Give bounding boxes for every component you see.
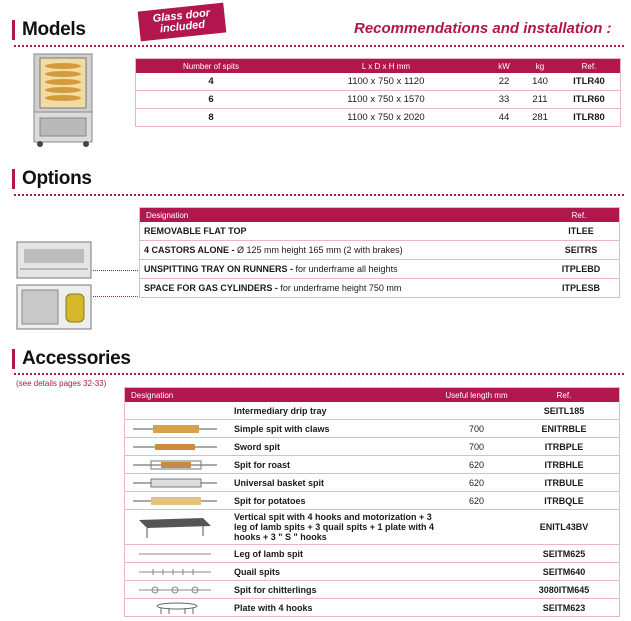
col-dims: L x D x H mm	[286, 59, 486, 74]
accessory-name: Quail spits	[230, 563, 444, 581]
ref-cell: ITPLESB	[539, 279, 620, 298]
designation-cell	[140, 260, 540, 279]
table-row	[136, 91, 621, 109]
ref-cell: ITRBULE	[509, 474, 620, 492]
table-row	[125, 545, 620, 563]
accessory-name: Spit for roast	[230, 456, 444, 474]
table-row	[125, 402, 620, 420]
kw-cell: 33	[486, 91, 522, 109]
connector-line	[93, 296, 138, 297]
basket-spit-image	[125, 474, 231, 492]
spits-cell: 6	[136, 91, 287, 109]
option-detail: Ø 125 mm height 165 mm (2 with brakes)	[234, 245, 403, 255]
dims-cell: 1100 x 750 x 1120	[286, 73, 486, 91]
option-detail: for underframe height 750 mm	[277, 283, 402, 293]
rotisserie-image	[30, 52, 100, 148]
length-cell: 700	[444, 420, 509, 438]
ref-cell: SEITRS	[539, 241, 620, 260]
ref-cell: SEITM640	[509, 563, 620, 581]
ref-cell: ITLR60	[558, 91, 621, 109]
accessory-name: Spit for chitterlings	[230, 581, 444, 599]
col-designation: Designation	[125, 388, 445, 403]
lamb-spit-image	[125, 545, 231, 563]
length-cell: 620	[444, 456, 509, 474]
section-bar	[12, 169, 15, 189]
table-row	[125, 438, 620, 456]
col-spits: Number of spits	[136, 59, 287, 74]
table-row	[125, 563, 620, 581]
kw-cell: 44	[486, 109, 522, 127]
accessories-table	[124, 387, 620, 617]
ref-cell: 3080ITM645	[509, 581, 620, 599]
drip-tray-image	[125, 402, 231, 420]
accessories-header-row	[125, 388, 620, 403]
ref-cell: ITRBHLE	[509, 456, 620, 474]
col-ref: Ref.	[509, 388, 620, 403]
options-table	[139, 207, 620, 298]
col-ref: Ref.	[539, 208, 620, 223]
table-row	[136, 109, 621, 127]
length-cell: 620	[444, 492, 509, 510]
accessories-heading	[12, 349, 131, 369]
designation-cell	[140, 241, 540, 260]
length-cell	[444, 581, 509, 599]
spits-cell: 8	[136, 109, 287, 127]
models-table	[135, 58, 621, 127]
accessories-title: Accessories	[22, 348, 131, 369]
potato-spit-image	[125, 492, 231, 510]
kw-cell: 22	[486, 73, 522, 91]
ref-cell: SEITM625	[509, 545, 620, 563]
accessory-name: Vertical spit with 4 hooks and motorization + 3 leg of lamb spits + 3 quail spits + 1 plate with 4 hooks + 3 " S " hooks	[230, 510, 444, 545]
length-cell	[444, 510, 509, 545]
ref-cell: ITLR80	[558, 109, 621, 127]
hook-plate-image	[125, 599, 231, 617]
col-ref: Ref.	[558, 59, 621, 74]
table-row	[125, 456, 620, 474]
glass-door-badge: Glass door included	[138, 3, 227, 42]
accessory-name: Universal basket spit	[230, 474, 444, 492]
see-details-note: (see details pages 32-33)	[16, 379, 107, 388]
accessory-name: Simple spit with claws	[230, 420, 444, 438]
table-row	[125, 474, 620, 492]
spit-claws-image	[125, 420, 231, 438]
table-row	[140, 260, 620, 279]
options-divider	[14, 194, 624, 196]
accessory-name: Sword spit	[230, 438, 444, 456]
table-row	[136, 73, 621, 91]
ref-cell: ITLEE	[539, 222, 620, 241]
models-divider	[14, 45, 624, 47]
dims-cell: 1100 x 750 x 2020	[286, 109, 486, 127]
col-designation: Designation	[140, 208, 540, 223]
option-name: REMOVABLE FLAT TOP	[144, 226, 247, 236]
length-cell	[444, 545, 509, 563]
option-name: UNSPITTING TRAY ON RUNNERS -	[144, 264, 294, 274]
chitterlings-spit-image	[125, 581, 231, 599]
gas-cylinder-image	[16, 284, 92, 330]
table-row	[125, 420, 620, 438]
option-name: SPACE FOR GAS CYLINDERS -	[144, 283, 278, 293]
table-row	[140, 222, 620, 241]
option-detail: for underframe all heights	[293, 264, 398, 274]
ref-cell: ENITL43BV	[509, 510, 620, 545]
section-bar	[12, 20, 15, 40]
table-row	[125, 581, 620, 599]
length-cell	[444, 599, 509, 617]
spits-cell: 4	[136, 73, 287, 91]
table-row	[140, 279, 620, 298]
options-header-row	[140, 208, 620, 223]
table-row	[125, 492, 620, 510]
length-cell	[444, 563, 509, 581]
table-row	[125, 599, 620, 617]
table-row	[140, 241, 620, 260]
sword-spit-image	[125, 438, 231, 456]
connector-line	[93, 270, 138, 271]
flat-top-image	[16, 241, 92, 279]
ref-cell: ITLR40	[558, 73, 621, 91]
ref-cell: SEITM623	[509, 599, 620, 617]
section-bar	[12, 349, 15, 369]
ref-cell: ITPLEBD	[539, 260, 620, 279]
designation-cell	[140, 279, 540, 298]
designation-cell	[140, 222, 540, 241]
quail-spit-image	[125, 563, 231, 581]
col-kw: kW	[486, 59, 522, 74]
kg-cell: 140	[522, 73, 558, 91]
ref-cell: SEITL185	[509, 402, 620, 420]
recommendations-heading: Recommendations and installation :	[354, 20, 612, 37]
option-name: 4 CASTORS ALONE -	[144, 245, 235, 255]
options-title: Options	[22, 168, 92, 189]
kg-cell: 281	[522, 109, 558, 127]
ref-cell: ITRBQLE	[509, 492, 620, 510]
roast-spit-image	[125, 456, 231, 474]
ref-cell: ENITRBLE	[509, 420, 620, 438]
accessory-name: Plate with 4 hooks	[230, 599, 444, 617]
ref-cell: ITRBPLE	[509, 438, 620, 456]
models-title: Models	[22, 19, 86, 40]
options-heading	[12, 169, 92, 189]
length-cell	[444, 402, 509, 420]
models-header-row	[136, 59, 621, 74]
accessory-name: Leg of lamb spit	[230, 545, 444, 563]
models-heading	[12, 20, 86, 40]
accessories-divider	[14, 373, 624, 375]
length-cell: 700	[444, 438, 509, 456]
table-row	[125, 510, 620, 545]
col-length: Useful length mm	[444, 388, 509, 403]
length-cell: 620	[444, 474, 509, 492]
dims-cell: 1100 x 750 x 1570	[286, 91, 486, 109]
accessory-name: Spit for potatoes	[230, 492, 444, 510]
col-kg: kg	[522, 59, 558, 74]
vertical-spit-image	[125, 510, 231, 545]
accessory-name: Intermediary drip tray	[230, 402, 444, 420]
kg-cell: 211	[522, 91, 558, 109]
